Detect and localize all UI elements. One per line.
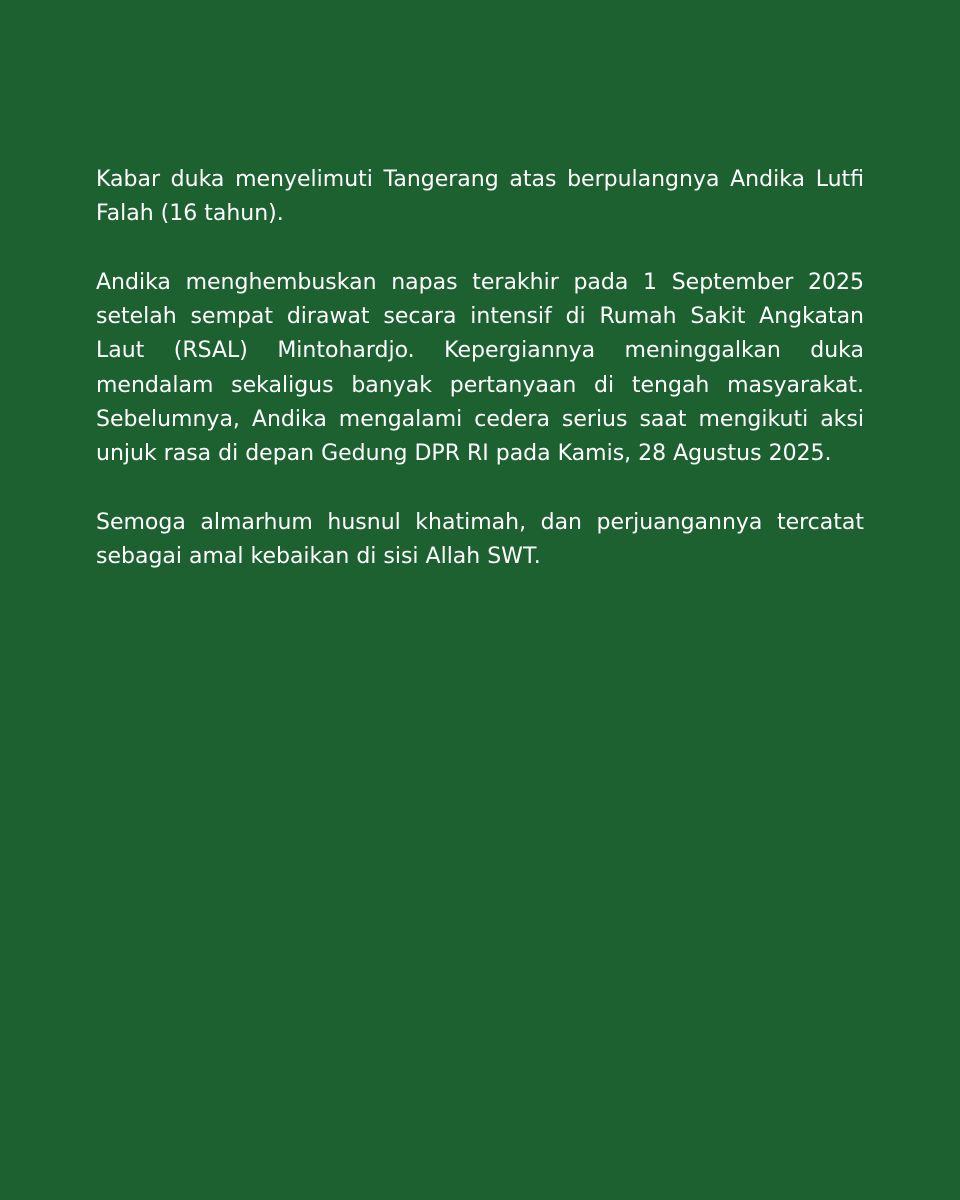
prayer-paragraph: Semoga almarhum husnul khatimah, dan perjuangannya tercatat sebagai amal kebaikan di sisi Allah SWT. <box>96 509 864 570</box>
details-paragraph: Andika menghembuskan napas terakhir pada 1 September 2025 setelah sempat dirawat secara intensif di Rumah Sakit Angkatan Laut (RSAL) Mintohardjo. Kepergiannya meninggalkan duka mendalam sekaligus banyak pertanyaan di tengah masyarakat. Sebelumnya, Andika mengalami cedera serius saat mengikuti aksi unjuk rasa di depan Gedung DPR RI pada Kamis, 28 Agustus 2025. <box>96 269 864 467</box>
intro-paragraph: Kabar duka menyelimuti Tangerang atas berpulangnya Andika Lutfi Falah (16 tahun). <box>96 167 864 227</box>
post-body <box>96 163 864 575</box>
